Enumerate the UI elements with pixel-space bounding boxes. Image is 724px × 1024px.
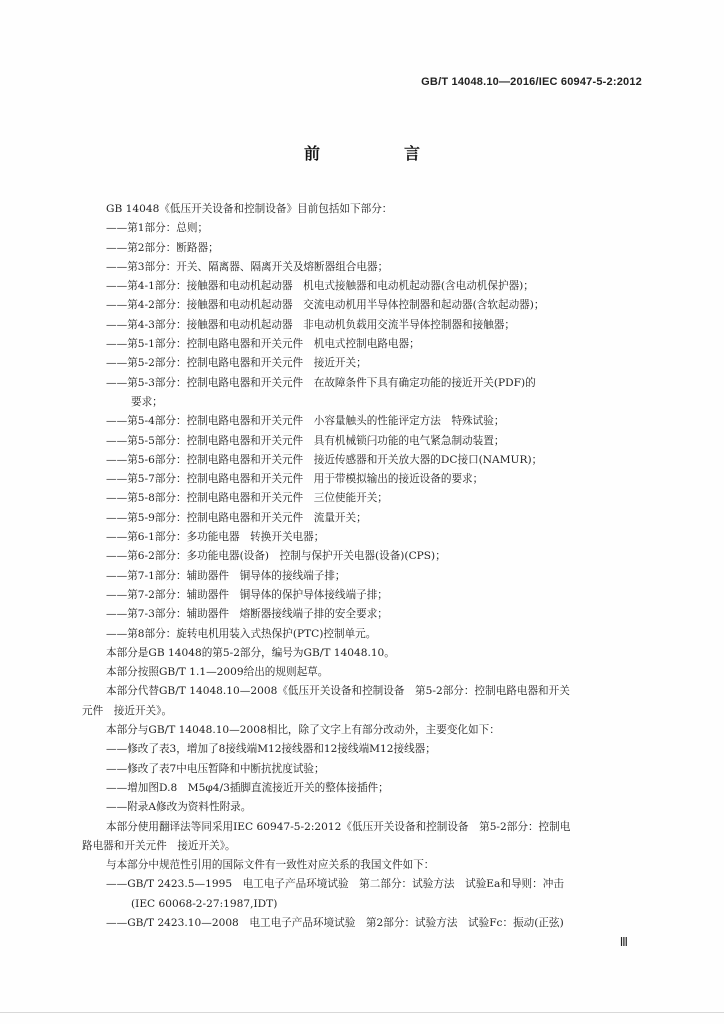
- paragraph-line: GB 14048《低压开关设备和控制设备》目前包括如下部分：: [106, 203, 393, 215]
- list-item: ——第4-1部分：接触器和电动机起动器 机电式接触器和电动机起动器(含电动机保护器)；: [106, 280, 534, 293]
- list-item: ——第7-2部分：辅助器件 铜导体的保护导体接线端子排；: [106, 588, 388, 601]
- list-item: ——第4-2部分：接触器和电动机起动器 交流电动机用半导体控制器和起动器(含软起动器)；: [106, 299, 545, 312]
- list-item: ——第5-3部分：控制电路电器和开关元件 在故障条件下具有确定功能的接近开关(PDF)的: [106, 376, 536, 389]
- paragraph-line: 本部分是GB 14048的第5-2部分，编号为GB/T 14048.10。: [106, 646, 395, 659]
- list-item: ——第7-1部分：辅助器件 铜导体的接线端子排；: [106, 569, 346, 582]
- list-item: ——第6-1部分：多功能电器 转换开关电器；: [106, 531, 325, 544]
- list-item: ——第5-1部分：控制电路电器和开关元件 机电式控制电路电器；: [106, 338, 420, 351]
- paragraph-line: 本部分使用翻译法等同采用IEC 60947-5-2:2012《低压开关设备和控制设备 第5-2部分：控制电: [106, 820, 571, 833]
- change-item: ——修改了表3，增加了8接线端M12接线器和12接线端M12接线器；: [106, 743, 436, 756]
- page-bottom-divider: [0, 1012, 724, 1013]
- paragraph-continuation: 路电器和开关元件 接近开关》。: [82, 839, 236, 852]
- paragraph-line: 与本部分中规范性引用的国际文件有一致性对应关系的我国文件如下：: [106, 859, 435, 872]
- page-number: Ⅲ: [619, 935, 628, 949]
- paragraph-line: 本部分与GB/T 14048.10—2008相比，除了文字上有部分改动外，主要变化如下：: [106, 724, 500, 737]
- list-item: ——第6-2部分：多功能电器(设备) 控制与保护开关电器(设备)(CPS)；: [106, 550, 446, 563]
- paragraph-line: 本部分按照GB/T 1.1—2009给出的规则起草。: [106, 666, 329, 679]
- reference-item-continuation: (IEC 60068-2-27:1987,IDT): [131, 897, 278, 910]
- change-item: ——附录A修改为资料性附录。: [106, 801, 252, 814]
- foreword-body: [82, 200, 642, 933]
- change-item: ——增加图D.8 M5φ4/3插脚直流接近开关的整体接插件；: [106, 781, 389, 794]
- list-item: ——第7-3部分：辅助器件 熔断器接线端子排的安全要求；: [106, 608, 388, 621]
- list-item: ——第2部分：断路器；: [106, 241, 219, 254]
- list-item: ——第5-8部分：控制电路电器和开关元件 三位使能开关；: [106, 492, 388, 505]
- list-item-continuation: 要求；: [131, 395, 163, 408]
- list-item: ——第3部分：开关、隔离器、隔离开关及熔断器组合电器；: [106, 260, 389, 273]
- list-item: ——第5-6部分：控制电路电器和开关元件 接近传感器和开关放大器的DC接口(NAMUR)；: [106, 453, 543, 466]
- paragraph-continuation: 元件 接近开关》。: [82, 704, 173, 717]
- paragraph-line: 本部分代替GB/T 14048.10—2008《低压开关设备和控制设备 第5-2部分：控制电路电器和开关: [106, 685, 570, 698]
- standard-code: GB/T 14048.10—2016/IEC 60947-5-2:2012: [421, 76, 642, 88]
- page-title: 前 言: [303, 144, 454, 163]
- list-item: ——第5-2部分：控制电路电器和开关元件 接近开关；: [106, 357, 367, 370]
- list-item: ——第5-7部分：控制电路电器和开关元件 用于带模拟输出的接近设备的要求；: [106, 473, 484, 486]
- list-item: ——第1部分：总则；: [106, 222, 209, 235]
- list-item: ——第5-9部分：控制电路电器和开关元件 流量开关；: [106, 511, 367, 524]
- list-item: ——第5-4部分：控制电路电器和开关元件 小容量触头的性能评定方法 特殊试验；: [106, 415, 505, 428]
- list-item: ——第8部分：旋转电机用装入式热保护(PTC)控制单元。: [106, 627, 377, 640]
- change-item: ——修改了表7中电压暂降和中断抗扰度试验；: [106, 762, 325, 775]
- reference-item: ——GB/T 2423.10—2008 电工电子产品环境试验 第2部分：试验方法 试验Fc：振动(正弦): [106, 916, 564, 929]
- reference-item: ——GB/T 2423.5—1995 电工电子产品环境试验 第二部分：试验方法 试验Ea和导则：冲击: [106, 878, 564, 891]
- list-item: ——第5-5部分：控制电路电器和开关元件 具有机械锁闩功能的电气紧急制动装置；: [106, 434, 505, 447]
- list-item: ——第4-3部分：接触器和电动机起动器 非电动机负载用交流半导体控制器和接触器；: [106, 318, 516, 331]
